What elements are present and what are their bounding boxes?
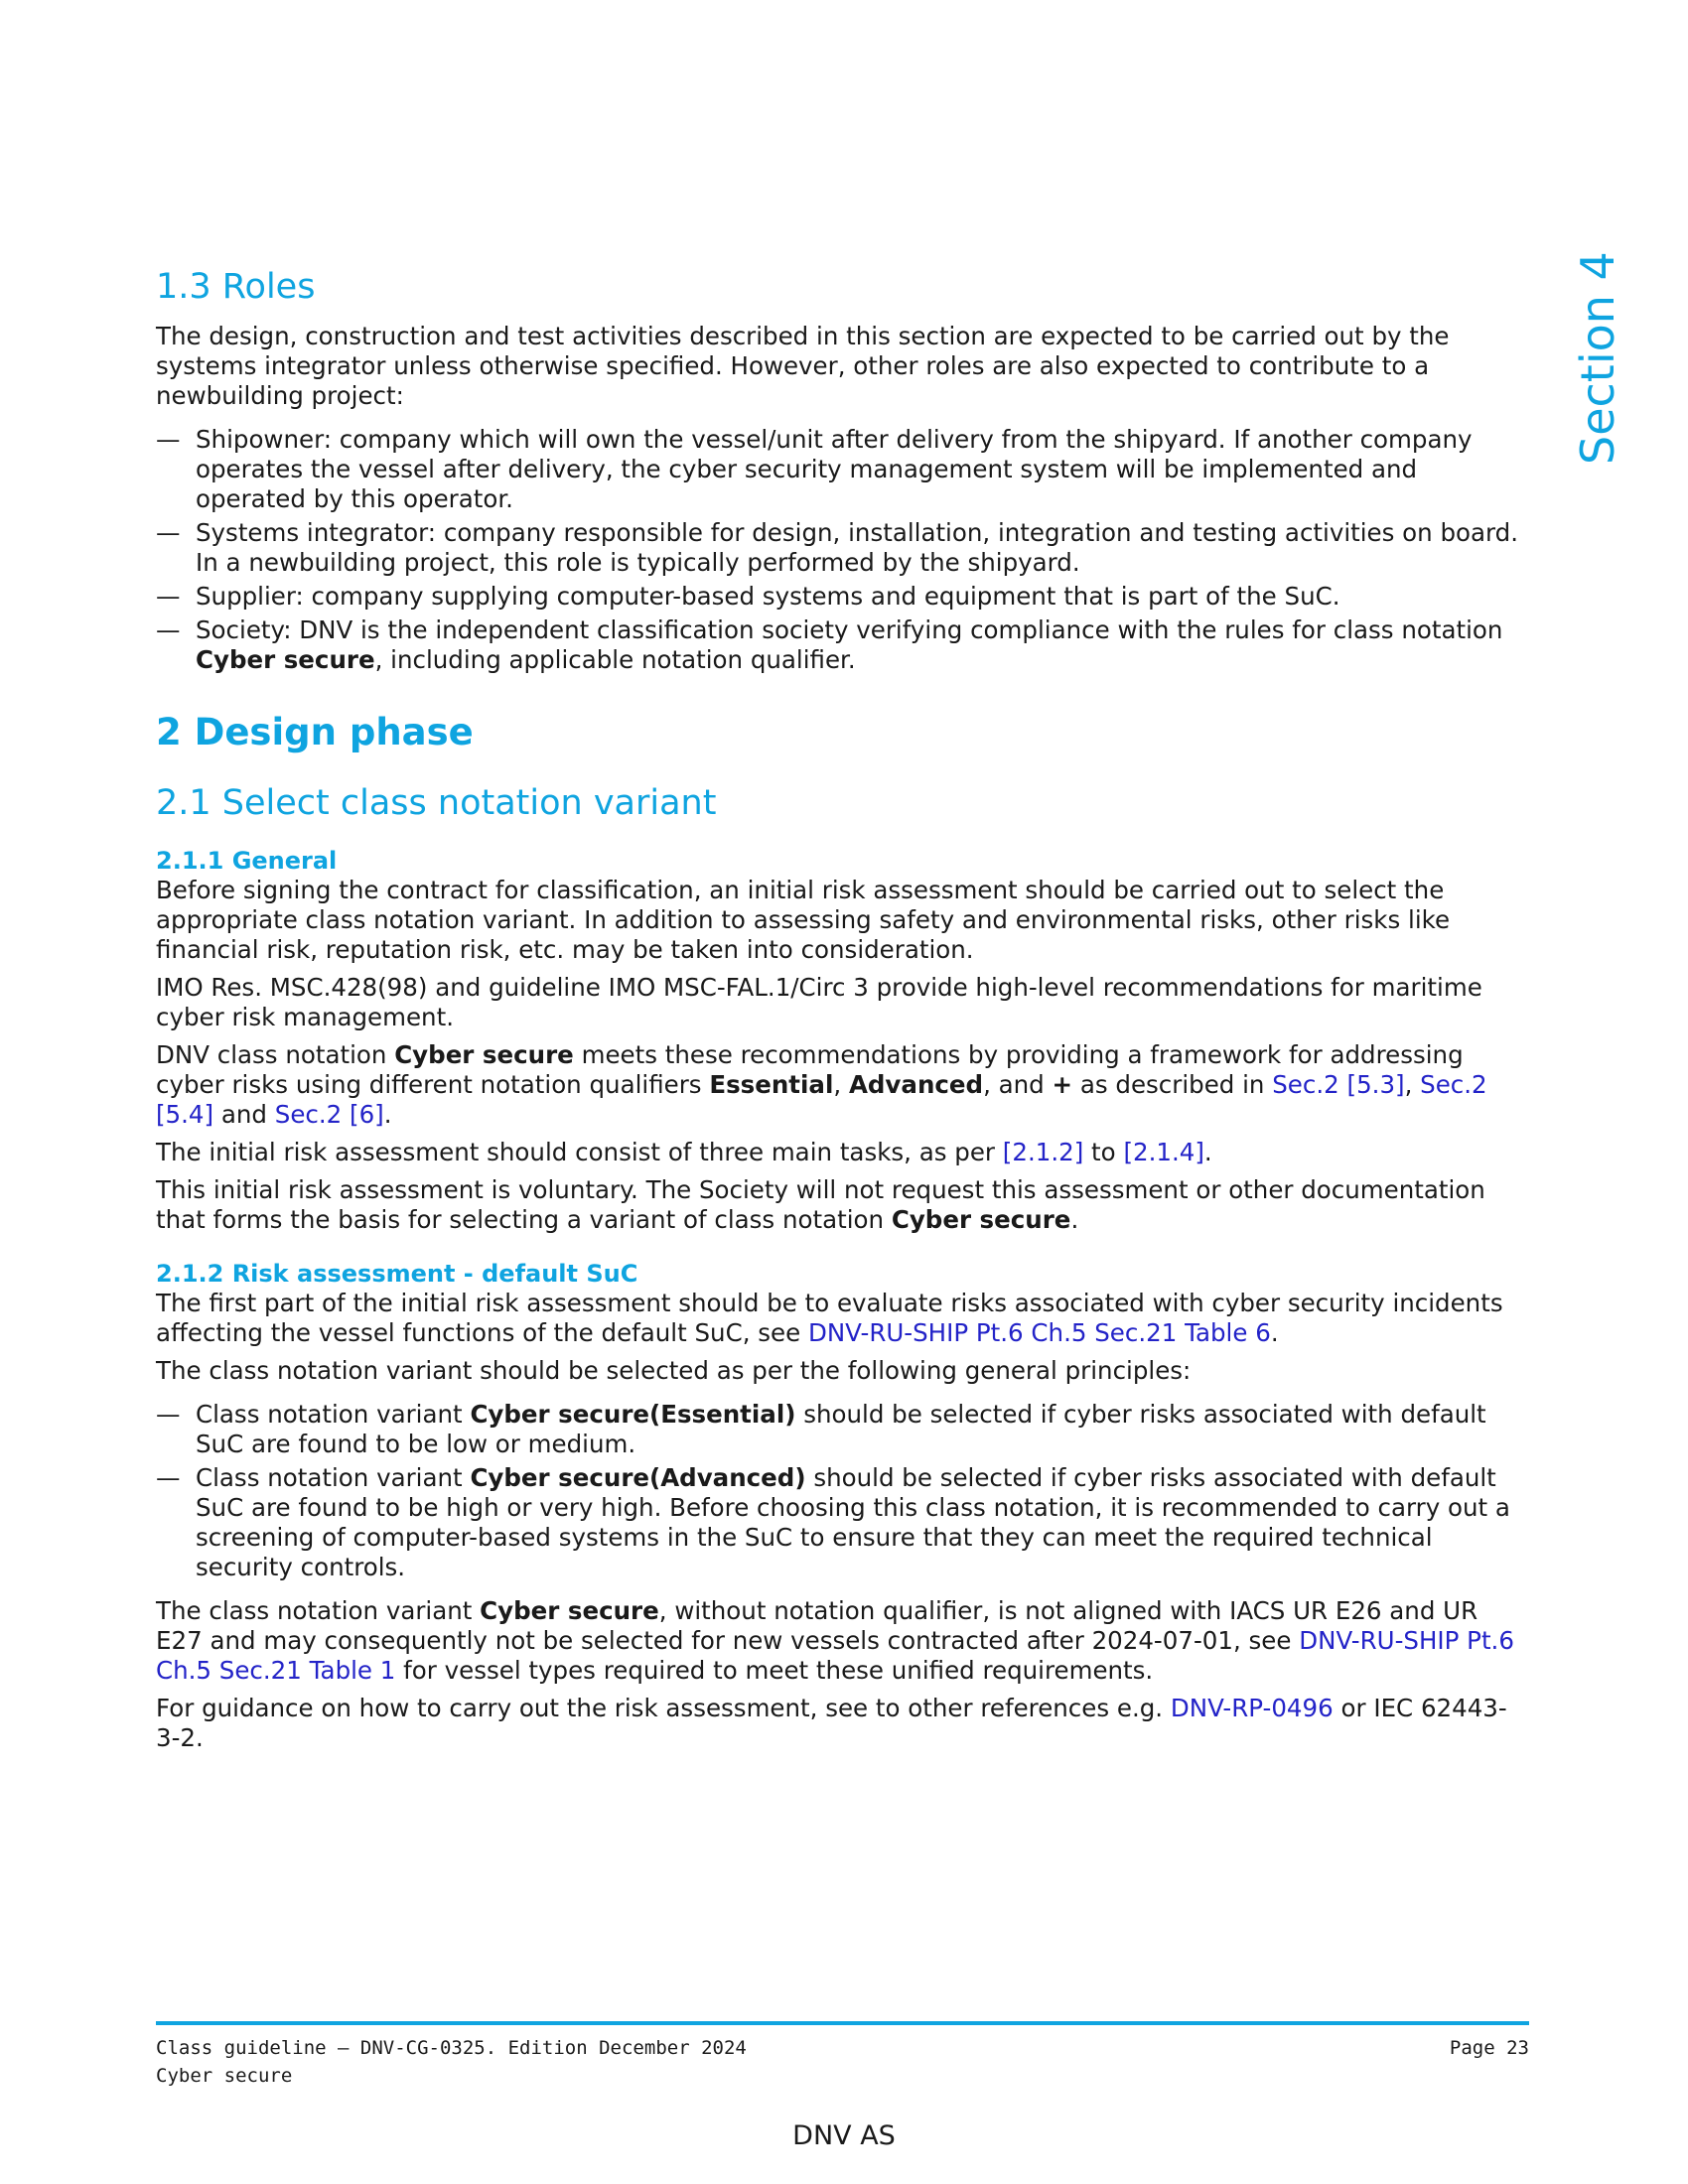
paragraph: IMO Res. MSC.428(98) and guideline IMO MSC-FAL.1/Circ 3 provide high-level recommendations for maritime cyber risk management. (156, 973, 1482, 1032)
variant-list (156, 1400, 1529, 1582)
link-2-1-4[interactable]: [2.1.4] (1123, 1138, 1204, 1167)
main-content (156, 266, 1529, 1761)
paragraph: For guidance on how to carry out the risk assessment, see to other references e.g. DNV-RP-0496 or IEC 62443-3-2. (156, 1694, 1507, 1753)
list-item-text: Shipowner: company which will own the vessel/unit after delivery from the shipyard. If another company operates the vessel after delivery, the cyber security management system will be implemented and operated by this operator. (196, 425, 1473, 513)
roles-intro: The design, construction and test activities described in this section are expected to be carried out by the systems integrator unless otherwise specified. However, other roles are also expected to contribute to a newbuilding project: (156, 322, 1450, 410)
list-item (156, 425, 1529, 514)
paragraph: The class notation variant Cyber secure, without notation qualifier, is not aligned with IACS UR E26 and UR E27 and may consequently not be selected for new vessels contracted after 2024-07-01, see DNV-RU-SHIP Pt.6 Ch.5 Sec.21 Table 1 for vessel types required to meet these unified requirements. (156, 1596, 1514, 1686)
list-item (156, 615, 1529, 675)
paragraph: The initial risk assessment should consist of three main tasks, as per [2.1.2] to [2.1.4]. (156, 1138, 1212, 1167)
dash-bullet: — (156, 1400, 181, 1430)
list-item-text: Supplier: company supplying computer-based systems and equipment that is part of the SuC. (196, 582, 1340, 611)
list-item (156, 518, 1529, 578)
list-item: — Class notation variant Cyber secure(Advanced) should be selected if cyber risks associated with default SuC are found to be high or very high. Before choosing this class notation, it is recommended to carry out a screening of computer-based systems in the SuC to ensure that they can meet the required technical security controls. (156, 1463, 1510, 1582)
bold-term: Cyber secure (196, 645, 375, 674)
link-sec2-5-4[interactable]: Sec.2 [5.4] (156, 1070, 1487, 1130)
dash-bullet: — (156, 615, 181, 644)
heading-1-3-roles: 1.3 Roles (156, 267, 316, 307)
heading-2-1-1: 2.1.1 General (156, 847, 338, 876)
paragraph: DNV class notation Cyber secure meets these recommendations by providing a framework for addressing cyber risks using different notation qualifiers Essential, Advanced, and + as described in Sec.2 [5.3], Sec.2 [5.4] and Sec.2 [6]. (156, 1040, 1487, 1130)
heading-2-design-phase: 2 Design phase (156, 711, 474, 753)
roles-list (156, 425, 1529, 675)
footer-document-title: Class guideline — DNV-CG-0325. Edition December 2024 (156, 2037, 747, 2059)
paragraph: The first part of the initial risk assessment should be to evaluate risks associated with cyber security incidents affecting the vessel functions of the default SuC, see DNV-RU-SHIP Pt.6 Ch.5 Sec.21 Table 6. (156, 1289, 1503, 1348)
link-rules-table-1[interactable]: DNV-RU-SHIP Pt.6 Ch.5 Sec.21 Table 1 (156, 1626, 1514, 1686)
link-rules-table-6[interactable]: DNV-RU-SHIP Pt.6 Ch.5 Sec.21 Table 6 (807, 1318, 1271, 1348)
dash-bullet: — (156, 518, 181, 547)
paragraph: This initial risk assessment is voluntary. The Society will not request this assessment or other documentation that forms the basis for selecting a variant of class notation Cyber secure. (156, 1175, 1485, 1235)
heading-2-1: 2.1 Select class notation variant (156, 783, 717, 824)
list-item: — Class notation variant Cyber secure(Essential) should be selected if cyber risks associated with default SuC are found to be low or medium. (156, 1400, 1486, 1459)
paragraph: The class notation variant should be selected as per the following general principles: (156, 1356, 1192, 1386)
heading-2-1-2: 2.1.2 Risk assessment - default SuC (156, 1260, 638, 1289)
list-item-text: , including applicable notation qualifier. (374, 645, 856, 674)
footer-divider (156, 2021, 1529, 2025)
section-side-tab: Section 4 (1571, 251, 1624, 465)
list-item (156, 582, 1529, 612)
dash-bullet: — (156, 582, 181, 611)
footer-company: DNV AS (792, 2120, 896, 2151)
link-sec2-5-3[interactable]: Sec.2 [5.3] (1272, 1070, 1405, 1100)
link-2-1-2[interactable]: [2.1.2] (1002, 1138, 1084, 1167)
list-item-text: Systems integrator: company responsible for design, installation, integration and testing activities on board. In a newbuilding project, this role is typically performed by the shipyard. (196, 518, 1519, 577)
paragraph: Before signing the contract for classification, an initial risk assessment should be carried out to select the appropriate class notation variant. In addition to assessing safety and environmental risks, other risks like financial risk, reputation risk, etc. may be taken into consideration. (156, 876, 1451, 965)
link-dnv-rp-0496[interactable]: DNV-RP-0496 (1170, 1694, 1334, 1723)
footer-page-number: Page 23 (1449, 2037, 1529, 2059)
footer-subtitle: Cyber secure (156, 2065, 293, 2087)
list-item-text: Society: DNV is the independent classification society verifying compliance with the rules for class notation (196, 615, 1503, 644)
link-sec2-6[interactable]: Sec.2 [6] (274, 1100, 384, 1130)
dash-bullet: — (156, 425, 181, 454)
dash-bullet: — (156, 1463, 181, 1493)
